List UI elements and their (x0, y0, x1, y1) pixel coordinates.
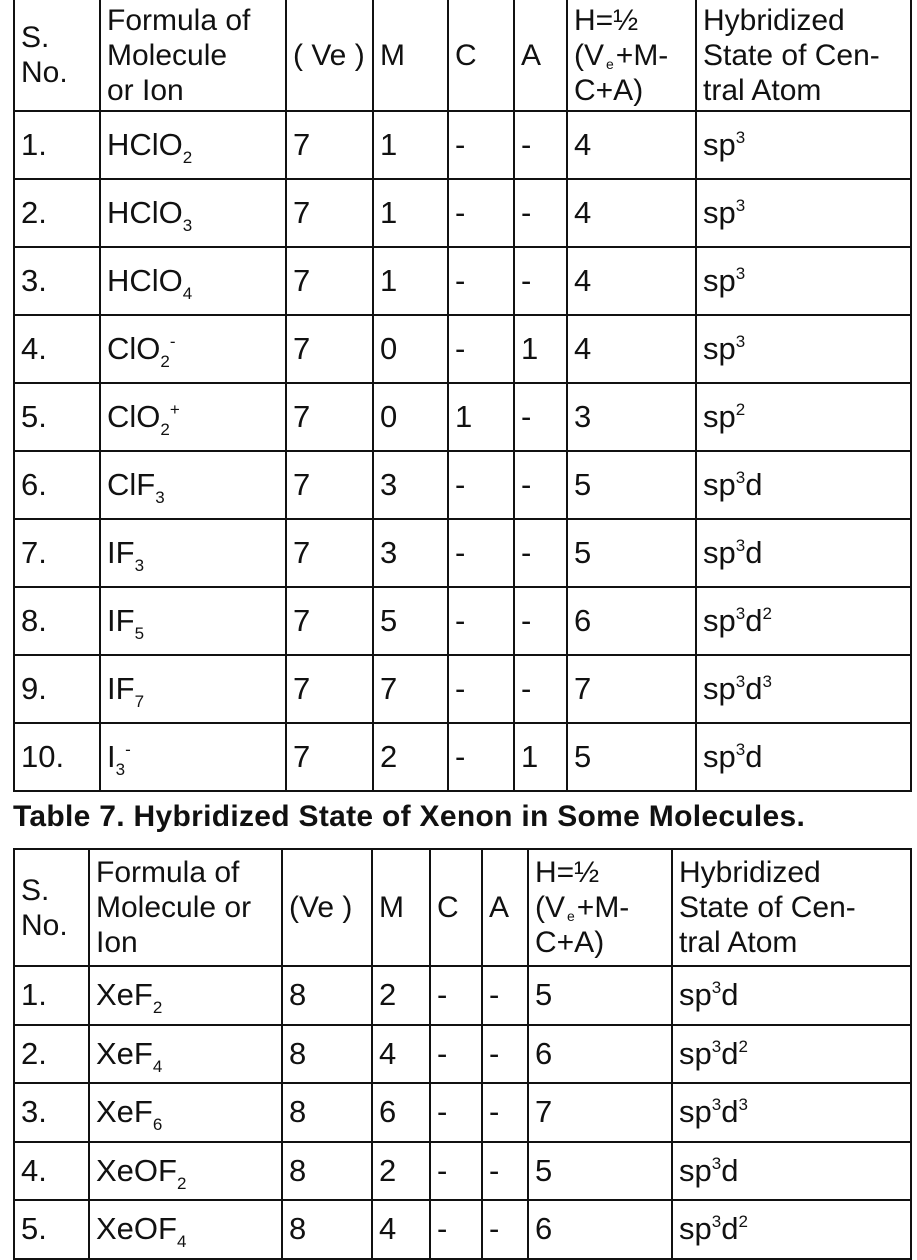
header-h-line: (V (535, 891, 565, 924)
cell-sno: 5. (14, 1200, 89, 1259)
formula-base: XeOF (96, 1211, 177, 1247)
cell-c: - (430, 1083, 482, 1142)
hybrid-superscript: 3 (711, 1212, 722, 1232)
cell-a: - (514, 179, 567, 247)
header-c: C (448, 0, 514, 111)
cell-c: - (448, 179, 514, 247)
hybrid-orbital: sp (703, 535, 736, 570)
table-row (14, 655, 911, 723)
hybrid-superscript: 3 (711, 1036, 722, 1056)
cell-a: 1 (514, 723, 567, 791)
cell-m: 2 (372, 1142, 430, 1201)
header-m: M (373, 0, 448, 111)
cell-ve: 7 (286, 451, 373, 519)
header-h-line: H=½ (574, 3, 639, 37)
hybrid-orbital: d (745, 535, 763, 570)
cell-formula (89, 966, 282, 1025)
cell-ve: 8 (282, 1083, 372, 1142)
hybrid-orbital: sp (703, 467, 736, 502)
cell-m: 0 (373, 315, 448, 383)
formula-base: XeF (96, 1035, 153, 1071)
cell-hybridization (672, 1083, 911, 1142)
header-sno-line: No. (21, 56, 68, 89)
table-row (14, 1025, 911, 1084)
header-h-line: +M- (615, 38, 669, 72)
cell-h: 4 (567, 111, 696, 179)
cell-c: - (448, 247, 514, 315)
cell-c: - (430, 1200, 482, 1259)
formula-base: XeOF (96, 1152, 177, 1188)
cell-h: 5 (567, 723, 696, 791)
cell-h: 4 (567, 247, 696, 315)
hybrid-orbital: sp (703, 603, 736, 638)
formula-base: ClO (107, 399, 161, 434)
hybrid-superscript: 3 (735, 536, 746, 555)
cell-h: 4 (567, 179, 696, 247)
cell-ve: 7 (286, 179, 373, 247)
cell-formula (100, 655, 286, 723)
hybrid-superscript: 3 (735, 128, 746, 147)
table-caption: Table 7. Hybridized State of Xenon in Some Molecules. (13, 800, 806, 833)
formula-base: IF (107, 535, 135, 570)
cell-a: - (514, 247, 567, 315)
cell-c: - (430, 1142, 482, 1201)
hybrid-superscript: 3 (762, 672, 772, 691)
header-a: A (482, 849, 528, 966)
cell-c: - (448, 723, 514, 791)
hybrid-superscript: 3 (735, 196, 746, 215)
cell-formula (89, 1083, 282, 1142)
cell-hybridization (696, 179, 911, 247)
cell-formula (100, 587, 286, 655)
header-sno-line: S. (21, 873, 50, 907)
hybrid-orbital: sp (703, 331, 736, 366)
cell-m: 4 (372, 1200, 430, 1259)
hybrid-orbital: sp (679, 1035, 712, 1071)
header-c: C (430, 849, 482, 966)
hybrid-orbital: sp (703, 399, 736, 434)
cell-c: - (448, 315, 514, 383)
hybrid-orbital: d (721, 1094, 739, 1130)
hybrid-orbital: sp (679, 1094, 712, 1130)
cell-c: - (448, 587, 514, 655)
hybrid-superscript: 2 (762, 604, 772, 623)
formula-base: I (107, 739, 116, 774)
cell-ve: 8 (282, 966, 372, 1025)
cell-ve: 7 (286, 247, 373, 315)
halogen-hybridization-table (13, 0, 912, 792)
cell-sno: 10. (14, 723, 100, 791)
cell-h: 5 (567, 451, 696, 519)
cell-c: 1 (448, 383, 514, 451)
header-sno (14, 0, 100, 111)
header-ve: (Ve ) (282, 849, 372, 966)
hybrid-superscript: 3 (711, 1153, 722, 1173)
cell-ve: 7 (286, 655, 373, 723)
header-hybridization (696, 0, 911, 111)
cell-h: 5 (528, 966, 672, 1025)
formula-subscript: 2 (160, 352, 170, 371)
formula-subscript: 3 (115, 760, 126, 779)
hybrid-orbital: sp (703, 739, 736, 774)
formula-subscript: 3 (155, 488, 165, 507)
cell-h: 7 (567, 655, 696, 723)
header-h-line: C+A) (535, 926, 605, 959)
formula-charge: - (169, 332, 176, 351)
cell-ve: 7 (286, 587, 373, 655)
header-row (14, 0, 911, 111)
table-row (14, 451, 911, 519)
cell-hybridization (696, 315, 911, 383)
cell-a: 1 (514, 315, 567, 383)
formula-base: IF (107, 603, 135, 638)
header-row (14, 849, 911, 966)
cell-a: - (514, 655, 567, 723)
formula-subscript: 6 (152, 1115, 163, 1135)
formula-subscript: 2 (182, 148, 193, 167)
header-hybridization-line: State of Cen- (679, 891, 856, 924)
cell-sno: 5. (14, 383, 100, 451)
cell-sno: 4. (14, 1142, 89, 1201)
table-row (14, 519, 911, 587)
cell-h: 3 (567, 383, 696, 451)
header-formula (89, 849, 282, 966)
cell-h: 4 (567, 315, 696, 383)
cell-c: - (430, 1025, 482, 1084)
xenon-hybridization-table (13, 848, 912, 1260)
cell-sno: 7. (14, 519, 100, 587)
cell-hybridization (696, 247, 911, 315)
table-row (14, 111, 911, 179)
cell-hybridization (672, 1025, 911, 1084)
formula-subscript: 3 (134, 556, 145, 575)
cell-hybridization (672, 1200, 911, 1259)
cell-m: 5 (373, 587, 448, 655)
cell-formula (100, 111, 286, 179)
header-h-line: H=½ (535, 856, 600, 889)
header-formula-line: Molecule or (96, 891, 252, 924)
cell-sno: 1. (14, 966, 89, 1025)
cell-sno: 6. (14, 451, 100, 519)
hybrid-superscript: 3 (735, 604, 746, 623)
cell-formula (89, 1142, 282, 1201)
cell-h: 6 (528, 1200, 672, 1259)
cell-formula (100, 451, 286, 519)
cell-formula (89, 1025, 282, 1084)
header-sno-line: No. (21, 908, 68, 942)
cell-hybridization (696, 655, 911, 723)
header-h-line: C+A) (574, 73, 644, 107)
cell-m: 3 (373, 451, 448, 519)
cell-ve: 7 (286, 519, 373, 587)
hybrid-orbital: d (721, 1211, 739, 1247)
formula-subscript: 2 (152, 998, 163, 1018)
hybrid-superscript: 3 (711, 978, 722, 998)
hybrid-orbital: d (721, 977, 739, 1013)
formula-base: ClF (107, 467, 156, 502)
formula-base: IF (107, 671, 135, 706)
formula-subscript: 5 (134, 624, 145, 643)
cell-c: - (448, 111, 514, 179)
header-sno-line: S. (21, 21, 50, 54)
table-row (14, 723, 911, 791)
cell-m: 2 (372, 966, 430, 1025)
formula-base: HClO (107, 127, 183, 162)
table-row (14, 383, 911, 451)
cell-a: - (482, 1025, 528, 1084)
cell-m: 4 (372, 1025, 430, 1084)
formula-base: XeF (96, 977, 153, 1013)
cell-ve: 8 (282, 1200, 372, 1259)
cell-sno: 3. (14, 1083, 89, 1142)
hybrid-superscript: 3 (735, 332, 746, 351)
hybrid-orbital: d (745, 739, 763, 774)
table-row (14, 1200, 911, 1259)
cell-sno: 1. (14, 111, 100, 179)
cell-c: - (448, 655, 514, 723)
hybrid-superscript: 3 (735, 264, 746, 283)
header-formula-line: Formula of (96, 856, 240, 889)
cell-hybridization (672, 966, 911, 1025)
cell-a: - (514, 451, 567, 519)
cell-ve: 7 (286, 315, 373, 383)
cell-a: - (482, 1083, 528, 1142)
cell-h: 6 (528, 1025, 672, 1084)
cell-hybridization (696, 519, 911, 587)
hybrid-superscript: 3 (735, 672, 746, 691)
table-row (14, 1142, 911, 1201)
cell-c: - (430, 966, 482, 1025)
cell-sno: 2. (14, 1025, 89, 1084)
hybrid-orbital: d (721, 1152, 739, 1188)
formula-subscript: 2 (160, 420, 170, 439)
header-formula-line: Ion (96, 926, 138, 959)
hybrid-orbital: sp (703, 127, 736, 162)
cell-ve: 8 (282, 1142, 372, 1201)
hybrid-orbital: sp (679, 1152, 712, 1188)
header-formula-line: or Ion (107, 73, 184, 107)
header-sno (14, 849, 89, 966)
header-h-line: +M- (576, 891, 630, 924)
header-hybridization-line: tral Atom (703, 73, 822, 107)
cell-a: - (482, 1142, 528, 1201)
cell-hybridization (696, 723, 911, 791)
cell-formula (100, 383, 286, 451)
table-row (14, 247, 911, 315)
hybrid-superscript: 3 (735, 740, 746, 759)
hybrid-superscript: 2 (738, 1212, 748, 1232)
formula-base: HClO (107, 195, 183, 230)
cell-a: - (482, 966, 528, 1025)
formula-base: XeF (96, 1094, 153, 1130)
cell-sno: 8. (14, 587, 100, 655)
cell-ve: 7 (286, 723, 373, 791)
hybrid-superscript: 2 (735, 400, 746, 419)
header-hybridization-line: Hybridized (703, 3, 845, 37)
header-h-line: (V (574, 38, 604, 72)
header-h-subscript-e: e (567, 908, 575, 924)
hybrid-orbital: d (745, 467, 763, 502)
header-a: A (514, 0, 567, 111)
cell-m: 2 (373, 723, 448, 791)
cell-formula (100, 519, 286, 587)
formula-subscript: 2 (176, 1173, 187, 1193)
table-row (14, 587, 911, 655)
formula-subscript: 4 (152, 1056, 163, 1076)
cell-c: - (448, 519, 514, 587)
cell-m: 7 (373, 655, 448, 723)
cell-hybridization (696, 383, 911, 451)
cell-m: 1 (373, 247, 448, 315)
header-ve: ( Ve ) (286, 0, 373, 111)
hybrid-orbital: sp (679, 1211, 712, 1247)
formula-subscript: 4 (182, 284, 193, 303)
hybrid-orbital: sp (679, 977, 712, 1013)
cell-h: 5 (567, 519, 696, 587)
cell-c: - (448, 451, 514, 519)
cell-a: - (482, 1200, 528, 1259)
header-formula-line: Molecule (107, 38, 228, 72)
formula-base: HClO (107, 263, 183, 298)
cell-formula (100, 315, 286, 383)
cell-h: 7 (528, 1083, 672, 1142)
cell-a: - (514, 587, 567, 655)
cell-sno: 3. (14, 247, 100, 315)
formula-base: ClO (107, 331, 161, 366)
cell-ve: 7 (286, 383, 373, 451)
header-hybridization-line: tral Atom (679, 926, 798, 959)
hybrid-orbital: d (745, 603, 763, 638)
cell-hybridization (696, 451, 911, 519)
header-h (567, 0, 696, 111)
cell-m: 1 (373, 111, 448, 179)
cell-m: 3 (373, 519, 448, 587)
formula-subscript: 4 (176, 1232, 187, 1252)
header-hybridization-line: Hybridized (679, 856, 821, 889)
header-h (528, 849, 672, 966)
header-formula-line: Formula of (107, 3, 251, 37)
hybrid-orbital: d (721, 1035, 739, 1071)
header-h-subscript-e: e (606, 55, 614, 72)
hybrid-orbital: sp (703, 263, 736, 298)
cell-m: 6 (372, 1083, 430, 1142)
hybrid-orbital: sp (703, 671, 736, 706)
header-hybridization (672, 849, 911, 966)
table-row (14, 315, 911, 383)
cell-a: - (514, 519, 567, 587)
hybrid-superscript: 3 (738, 1095, 748, 1115)
header-formula (100, 0, 286, 111)
hybrid-superscript: 3 (735, 468, 746, 487)
cell-formula (89, 1200, 282, 1259)
cell-hybridization (696, 587, 911, 655)
table-row (14, 966, 911, 1025)
header-hybridization-line: State of Cen- (703, 38, 880, 72)
cell-hybridization (696, 111, 911, 179)
cell-m: 0 (373, 383, 448, 451)
formula-charge: + (169, 400, 180, 419)
formula-subscript: 3 (182, 216, 193, 235)
cell-h: 6 (567, 587, 696, 655)
formula-subscript: 7 (134, 692, 145, 711)
cell-hybridization (672, 1142, 911, 1201)
cell-a: - (514, 111, 567, 179)
cell-ve: 8 (282, 1025, 372, 1084)
table-row (14, 179, 911, 247)
table-row (14, 1083, 911, 1142)
hybrid-superscript: 2 (738, 1036, 748, 1056)
cell-a: - (514, 383, 567, 451)
cell-m: 1 (373, 179, 448, 247)
hybrid-orbital: d (745, 671, 763, 706)
hybrid-orbital: sp (703, 195, 736, 230)
cell-h: 5 (528, 1142, 672, 1201)
header-m: M (372, 849, 430, 966)
hybrid-superscript: 3 (711, 1095, 722, 1115)
cell-ve: 7 (286, 111, 373, 179)
cell-formula (100, 179, 286, 247)
cell-sno: 4. (14, 315, 100, 383)
cell-formula (100, 247, 286, 315)
cell-sno: 2. (14, 179, 100, 247)
cell-formula (100, 723, 286, 791)
cell-sno: 9. (14, 655, 100, 723)
formula-charge: - (125, 740, 131, 759)
